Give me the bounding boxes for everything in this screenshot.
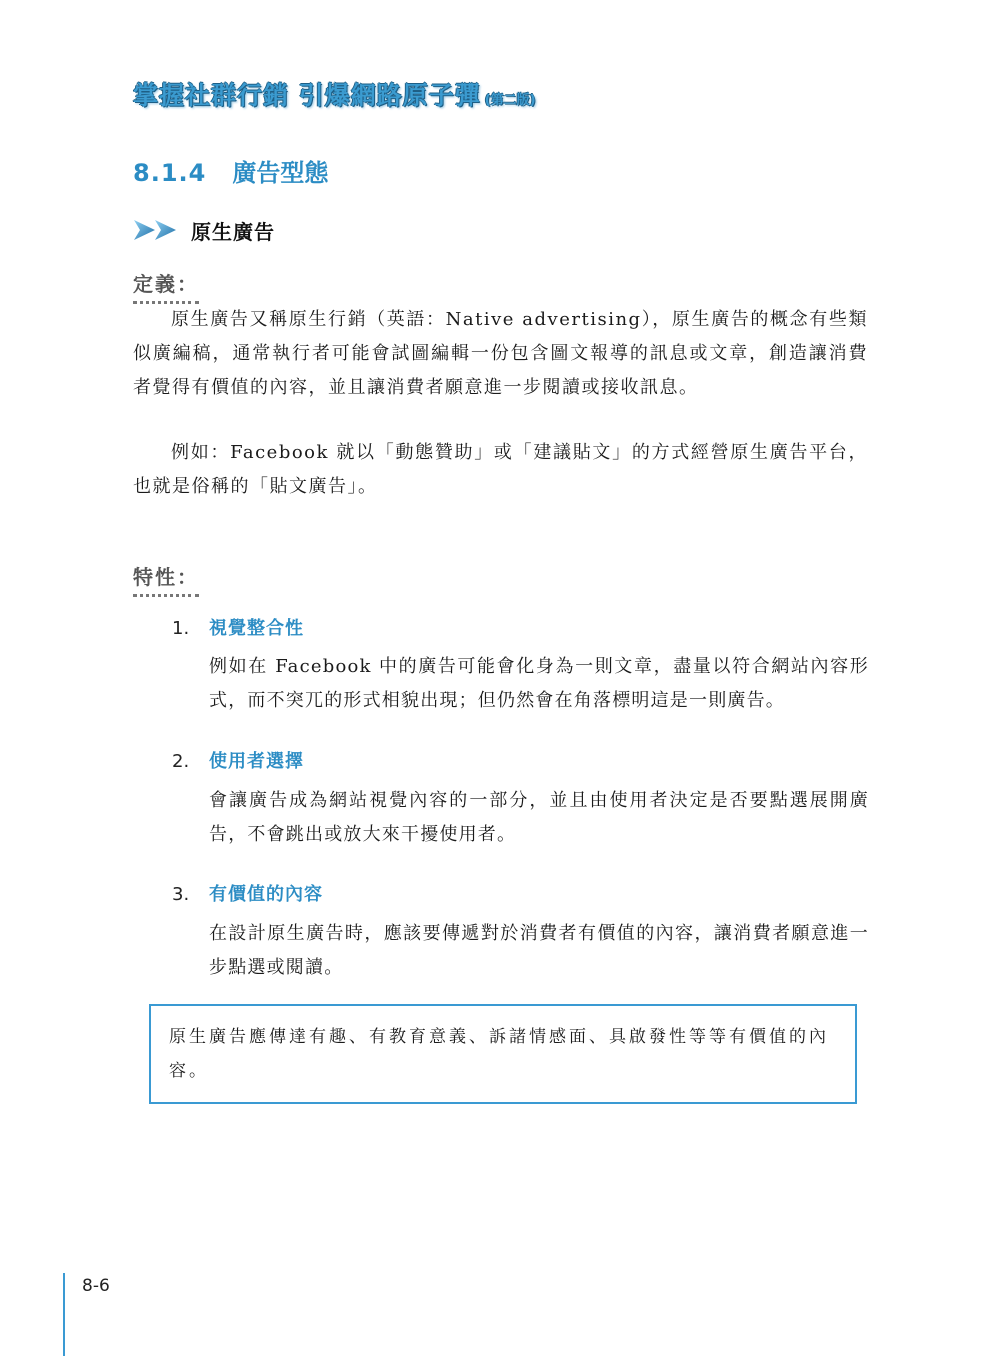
- page-margin-rule: [63, 1273, 65, 1356]
- callout-text: 原生廣告應傳達有趣、有教育意義、訴諸情感面、具啟發性等等有價值的內容。: [169, 1027, 829, 1081]
- definition-paragraph-2: 例如：Facebook 就以「動態贊助」或「建議貼文」的方式經營原生廣告平台，也就是俗稱的「貼文廣告」。: [133, 442, 868, 497]
- feature-item-number: 3.: [172, 884, 190, 905]
- feature-item-number: 2.: [172, 751, 190, 772]
- feature-item-heading: 視覺整合性: [209, 618, 304, 639]
- subsection-title: 原生廣告: [191, 219, 275, 244]
- feature-item-1-title: [172, 614, 304, 640]
- definition-label: 定義：: [133, 268, 199, 304]
- section-title: 廣告型態: [232, 159, 329, 187]
- book-title: [133, 76, 536, 112]
- feature-item-number: 1.: [172, 618, 190, 639]
- feature-item-3-title: [172, 880, 323, 906]
- feature-item-3-body: 在設計原生廣告時，應該要傳遞對於消費者有價值的內容，讓消費者願意進一步點選或閱讀。: [209, 923, 869, 978]
- subsection-heading: [133, 214, 275, 246]
- feature-item-heading: 有價值的內容: [209, 884, 323, 905]
- book-edition: (第二版): [484, 93, 536, 108]
- section-heading: [133, 153, 328, 188]
- book-title-text: 掌握社群行銷 引爆網路原子彈: [133, 81, 481, 110]
- definition-paragraph-1: 原生廣告又稱原生行銷（英語：Native advertising），原生廣告的概念有些類似廣編稿，通常執行者可能會試圖編輯一份包含圖文報導的訊息或文章，創造讓消費者覺得有價值的內容，並且讓消費者願意進一步閱讀或接收訊息。: [133, 309, 868, 398]
- feature-item-2-title: [172, 747, 304, 773]
- section-number: 8.1.4: [133, 159, 207, 187]
- features-label: 特性：: [133, 561, 199, 597]
- feature-item-2-body: 會讓廣告成為網站視覺內容的一部分，並且由使用者決定是否要點選展開廣告，不會跳出或放大來干擾使用者。: [209, 790, 869, 845]
- callout-box: [149, 1004, 857, 1104]
- page-number: 8-6: [82, 1276, 110, 1296]
- double-arrow-icon: [133, 218, 181, 242]
- feature-item-1-body: 例如在 Facebook 中的廣告可能會化身為一則文章，盡量以符合網站內容形式，而不突兀的形式相貌出現；但仍然會在角落標明這是一則廣告。: [209, 656, 869, 711]
- feature-item-heading: 使用者選擇: [209, 751, 304, 772]
